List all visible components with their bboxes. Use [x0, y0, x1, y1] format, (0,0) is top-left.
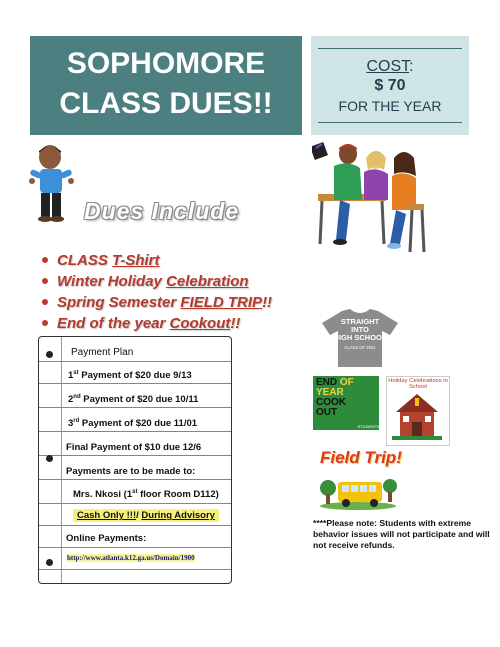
payment-ordinal-suffix: rd [73, 418, 80, 424]
include-item-highlight: T-Shirt [112, 252, 160, 269]
cost-amount: $ 70 [374, 77, 406, 94]
include-item-text: CLASS [57, 252, 113, 269]
tshirt-graphic-text [320, 318, 400, 342]
page-title [30, 44, 302, 124]
cost-rule-top [318, 48, 462, 49]
payment-ordinal-suffix: nd [73, 394, 81, 400]
tshirt-line: STRAIGHT [340, 317, 380, 326]
teacher-clipart [26, 143, 78, 223]
notebook-rule [39, 431, 231, 432]
tshirt-line: HIGH SCHOOL [333, 333, 387, 342]
title-line-2: CLASS DUES!! [59, 87, 273, 120]
cost-rule-bottom [318, 122, 462, 123]
payment-plan-heading: Payment Plan [71, 347, 134, 358]
cost-period: FOR THE YEAR [338, 98, 442, 114]
payment-detail: Payment of $20 due 9/13 [78, 370, 192, 382]
cost-label [311, 58, 469, 76]
contact-room: floor Room D112) [137, 489, 219, 501]
contact-name: Mrs. Nkosi (1 [73, 489, 133, 501]
binder-hole-icon [46, 455, 53, 462]
payment-instruction: Payments are to be made to: [66, 466, 196, 477]
refund-note: ****Please note: Students with extreme behavior issues will not participate and will not receive refunds. [313, 518, 490, 550]
binder-hole-icon [46, 351, 53, 358]
tshirt-class-text: CLASS OF 2021 [344, 345, 376, 350]
payment-method-separator: / [136, 510, 139, 521]
online-payments-label: Online Payments: [66, 533, 147, 544]
payment-detail: Payment of $20 due 11/01 [79, 418, 198, 430]
payment-final: Final Payment of $10 due 12/6 [66, 442, 202, 453]
payment-ordinal-suffix: st [73, 370, 79, 376]
eoy-word: COOK [316, 397, 346, 408]
dues-include-heading: Dues Include [84, 198, 240, 224]
eoy-word: OUT [316, 407, 338, 418]
title-line-1: SOPHOMORE [66, 47, 266, 80]
bullet-icon [42, 320, 48, 326]
payment-row-3 [68, 418, 197, 429]
schoolhouse-icon [392, 392, 442, 442]
include-item-highlight: FIELD TRIP [180, 294, 263, 311]
bullet-icon [42, 257, 48, 263]
tshirt-line: INTO [351, 325, 369, 334]
include-item-winter [42, 273, 249, 293]
during-advisory-label: During Advisory [141, 510, 215, 521]
payment-detail: Payment of $20 due 10/11 [80, 394, 199, 406]
eoy-subtext: STUDENTS [357, 424, 379, 429]
cost-label-word: COST [366, 58, 410, 75]
contact-ordinal-suffix: st [132, 489, 138, 495]
students-clipart [312, 140, 432, 266]
bullet-icon [42, 278, 48, 284]
notebook-rule [39, 569, 231, 570]
field-trip-label: Field Trip! [320, 448, 402, 467]
payment-ordinal: 2 [68, 394, 74, 406]
notebook-rule [39, 361, 231, 362]
online-payment-link[interactable]: http://www.atlanta.k12.ga.us/Domain/1900 [67, 554, 195, 562]
include-item-text: Spring Semester [57, 294, 181, 311]
notebook-rule [39, 455, 231, 456]
include-item-tshirt [42, 252, 160, 272]
notebook-rule [39, 407, 231, 408]
include-item-text: End of the year [57, 315, 170, 332]
include-item-fieldtrip [42, 294, 272, 314]
include-item-suffix: !! [262, 294, 273, 311]
include-item-highlight: Cookout [169, 315, 231, 332]
cash-only-label: Cash Only !!! [77, 510, 137, 521]
payment-ordinal: 3 [68, 418, 74, 430]
payment-plan-notebook [38, 336, 232, 584]
include-item-cookout [42, 315, 240, 335]
eoy-word: YEAR [316, 387, 344, 398]
school-bus-icon [318, 470, 398, 510]
eoy-word: OF [339, 377, 354, 388]
notebook-rule [39, 547, 231, 548]
notebook-rule [39, 503, 231, 504]
include-item-highlight: Celebration [166, 273, 249, 290]
include-item-suffix: !! [230, 315, 241, 332]
payment-row-2 [68, 394, 198, 405]
holiday-caption: Holiday Celebrations in School [388, 378, 448, 390]
payment-method [73, 509, 219, 522]
notebook-rule [39, 525, 231, 526]
bullet-icon [42, 299, 48, 305]
binder-hole-icon [46, 559, 53, 566]
cost-colon: : [409, 58, 414, 75]
include-item-text: Winter Holiday [57, 273, 167, 290]
notebook-rule [39, 479, 231, 480]
end-of-year-text [316, 378, 376, 418]
payment-row-1 [68, 370, 192, 381]
payment-contact [73, 489, 219, 500]
eoy-word: END [316, 377, 338, 388]
payment-ordinal: 1 [68, 370, 74, 382]
notebook-rule [39, 383, 231, 384]
